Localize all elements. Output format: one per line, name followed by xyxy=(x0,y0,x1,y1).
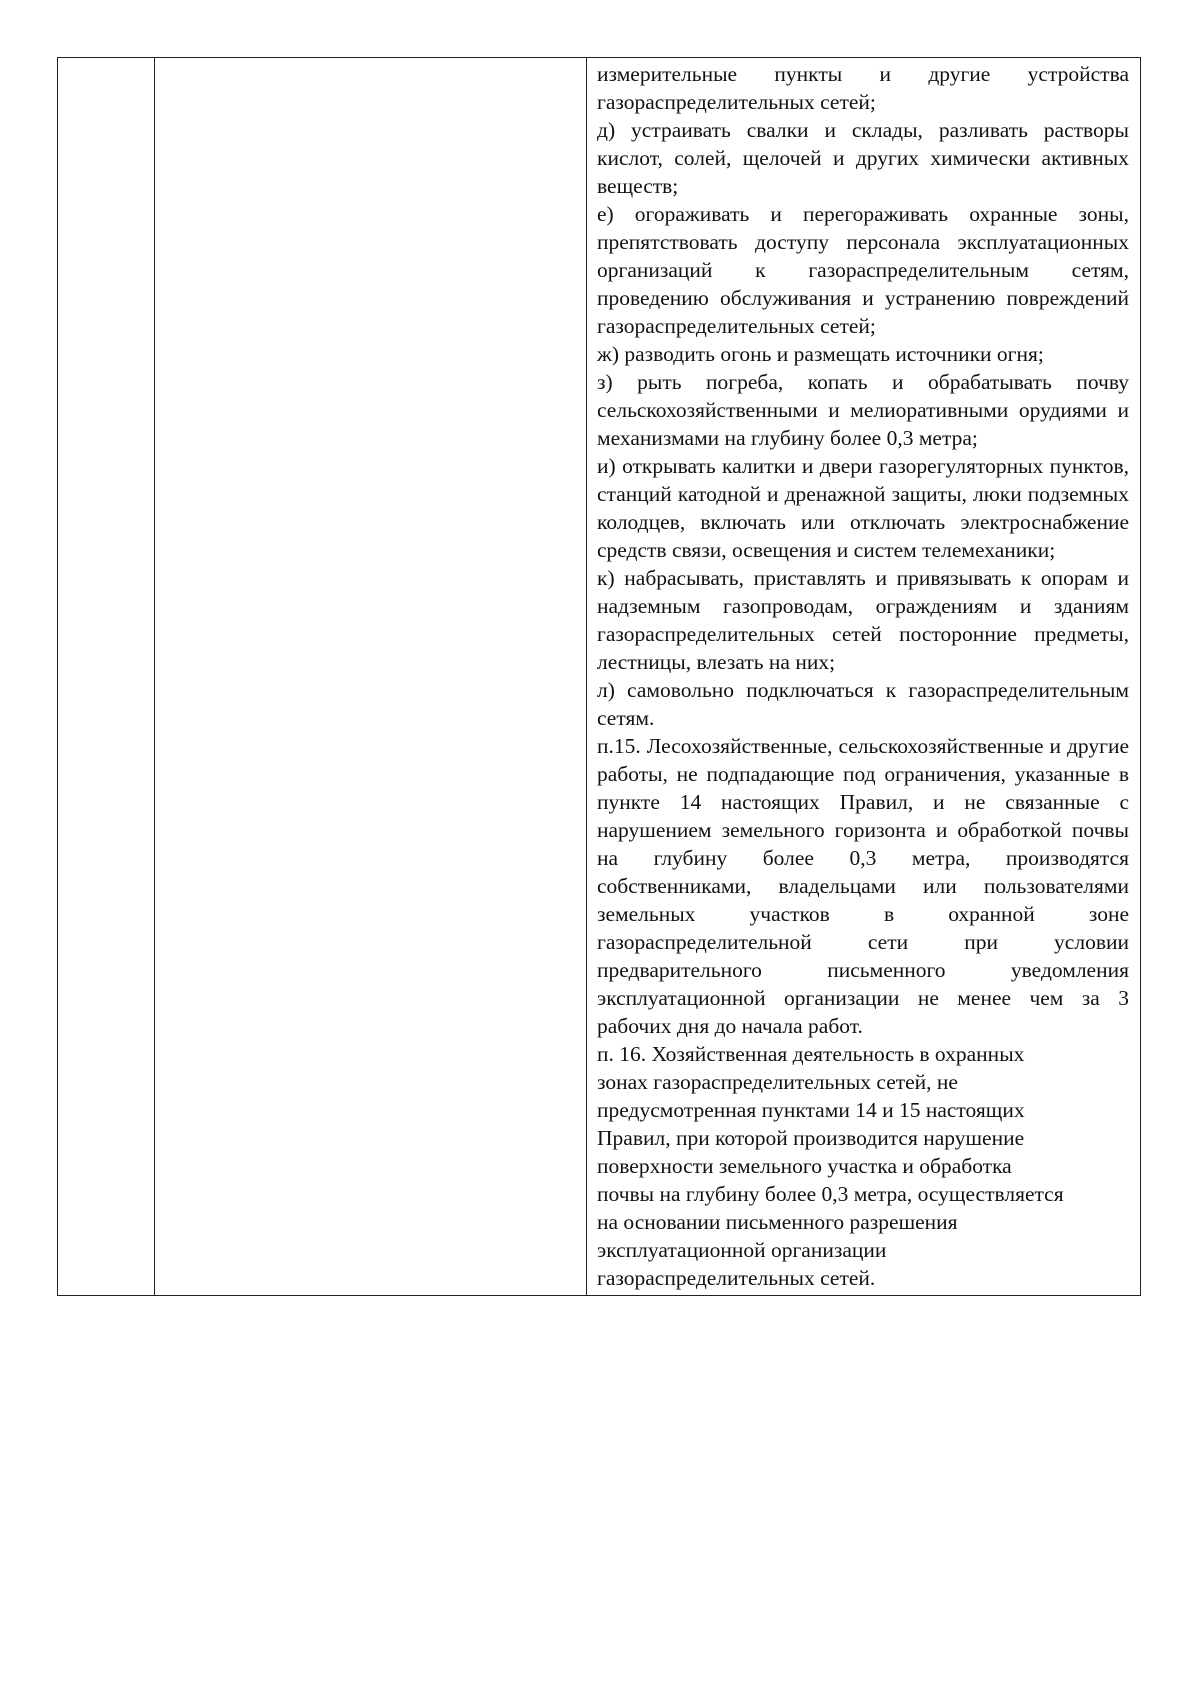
paragraph-item-e: е) огораживать и перегораживать охранные зоны, препятствовать доступу персонала эксплуатационных организаций к газораспределительным сетям, проведению обслуживания и устранению повреждений газораспределительных сетей; xyxy=(597,202,1129,338)
clause-16-line: п. 16. Хозяйственная деятельность в охранных xyxy=(597,1042,1025,1066)
paragraph-item-l: л) самовольно подключаться к газораспределительным сетям. xyxy=(597,678,1129,730)
clause-16-line: Правил, при которой производится нарушение xyxy=(597,1126,1025,1150)
paragraph-item-k: к) набрасывать, приставлять и привязывать к опорам и надземным газопроводам, ограждениям и зданиям газораспределительных сетей посторонние предметы, лестницы, влезать на них; xyxy=(597,566,1129,674)
clause-16-line: газораспределительных сетей. xyxy=(597,1266,876,1290)
paragraph-item-zh: ж) разводить огонь и размещать источники огня; xyxy=(597,342,1044,366)
regulations-table xyxy=(57,57,1141,1296)
table-cell-number xyxy=(58,58,155,1296)
clause-16-line: на основании письменного разрешения xyxy=(597,1210,958,1234)
clause-16-line: поверхности земельного участка и обработка xyxy=(597,1154,1012,1178)
paragraph-item-z: з) рыть погреба, копать и обрабатывать почву сельскохозяйственными и мелиоративными орудиями и механизмами на глубину более 0,3 метра; xyxy=(597,370,1129,450)
paragraph-clause-15: п.15. Лесохозяйственные, сельскохозяйственные и другие работы, не подпадающие под ограничения, указанные в пункте 14 настоящих Правил, и не связанные с нарушением земельного горизонта и обработкой почвы на глубину более 0,3 метра, производятся собственниками, владельцами или пользователями земельных участков в охранной зоне газораспределительной сети при условии предварительного письменного уведомления эксплуатационной организации не менее чем за 3 рабочих дня до начала работ. xyxy=(597,734,1129,1038)
table-cell-title xyxy=(155,58,587,1296)
clause-16-line: эксплуатационной организации xyxy=(597,1238,887,1262)
clause-16-line: предусмотренная пунктами 14 и 15 настоящих xyxy=(597,1098,1025,1122)
paragraph-item-d: д) устраивать свалки и склады, разливать растворы кислот, солей, щелочей и других химически активных веществ; xyxy=(597,118,1129,198)
clause-16-line: почвы на глубину более 0,3 метра, осуществляется xyxy=(597,1182,1064,1206)
paragraph-devices: измерительные пункты и другие устройства газораспределительных сетей; xyxy=(597,62,1129,114)
table-row xyxy=(58,58,1141,1296)
clause-16-line: зонах газораспределительных сетей, не xyxy=(597,1070,958,1094)
paragraph-clause-16 xyxy=(597,1040,1129,1292)
paragraph-item-i: и) открывать калитки и двери газорегуляторных пунктов, станций катодной и дренажной защиты, люки подземных колодцев, включать или отключать электроснабжение средств связи, освещения и систем телемеханики; xyxy=(597,454,1129,562)
table-cell-content xyxy=(587,58,1141,1296)
